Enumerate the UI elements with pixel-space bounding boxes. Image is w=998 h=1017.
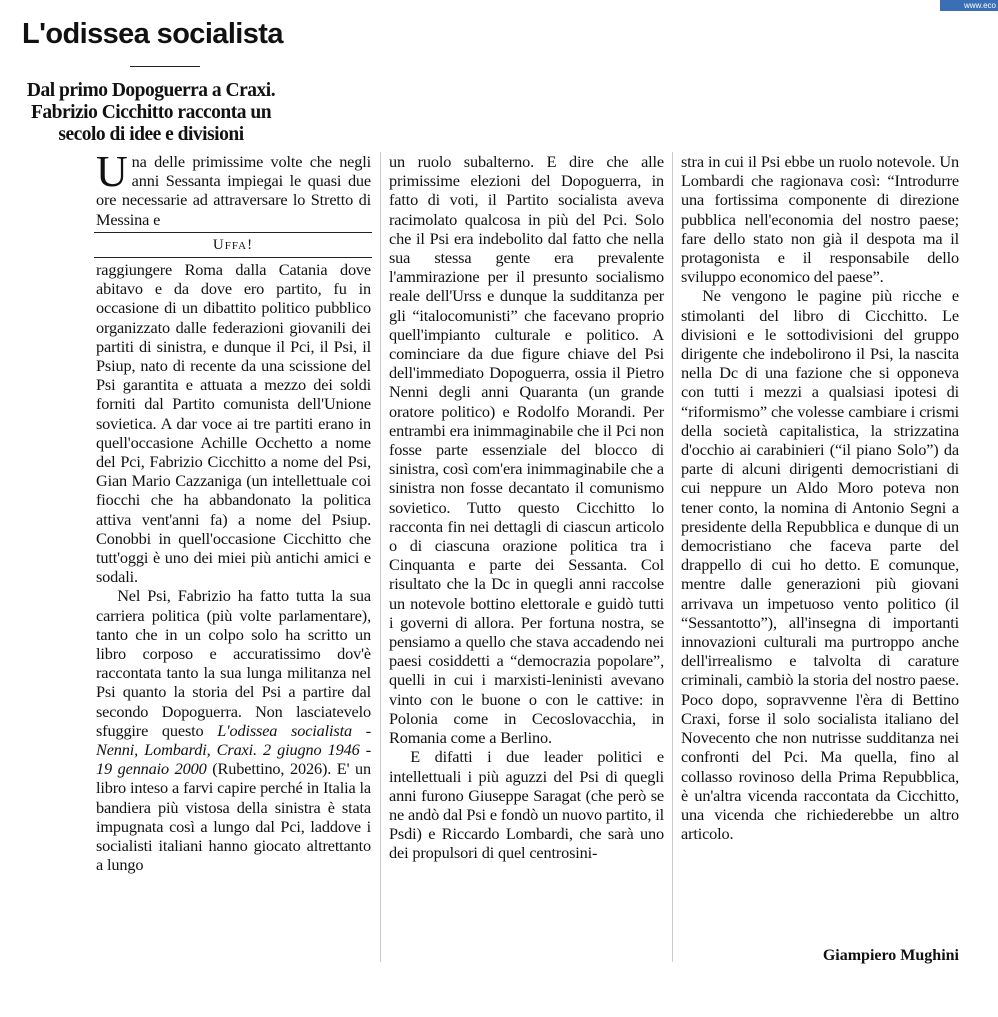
column-3 [681,152,959,843]
column-divider [380,152,381,962]
column-1-body [96,260,371,875]
column-2 [389,152,664,863]
column-1-intro [96,147,371,229]
book-title: L'odissea socialista - Nenni, Lombardi, Craxi. 2 giugno 1946 - 19 gennaio 2000 [96,720,371,779]
column-divider [672,152,673,962]
rubric-label: Uffa! [212,237,254,253]
paragraph: Nel Psi, Fabrizio ha fatto tutta la sua carriera politica (più volte parlamentare), tanto che in un colpo solo ha scritto un libro corposo e accuratissimo dov'è raccontata tanto la sua lunga militanza nel Psi quanto la storia del Psi a partire dal secondo Dopoguerra. Non lasciatevelo sfuggire questo L'odissea socialista - Nenni, Lombardi, Craxi. 2 giugno 1946 - 19 gennaio 2000 (Rubettino, 2026). E' un libro inteso a farvi capire perché in Italia la bandiera più vistosa della sinistra è stata impugnata così a lungo dal Pci, laddove i socialisti italiani hanno giocato altrettanto a lungo [96,586,371,875]
subheadline: Dal primo Dopoguerra a Craxi. Fabrizio Cicchitto racconta un secolo di idee e divisioni [26,80,276,145]
paragraph: un ruolo subalterno. E dire che alle primissime elezioni del Dopoguerra, in fatto di voti, il Partito socialista aveva racimolato qualcosa in più del Pci. Solo che il Psi era indebolito dal fatto che nella sua stessa gente era prevalente l'ammirazione per il presunto socialismo reale dell'Urss e dunque la sudditanza per gli “italocomunisti” che facevano proprio quell'impianto culturale e politico. A cominciare da due figure chiave del Psi dell'immediato Dopoguerra, ossia il Pietro Nenni degli anni Quaranta (un grande oratore politico) e Rodolfo Morandi. Per entrambi era inimmaginabile che il Pci non fosse parte essenziale del blocco di sinistra, così com'era inimmaginabile che a sinistra non fosse decantato il comunismo sovietico. Tutto questo Cicchitto lo racconta fin nei dettagli di ciascun articolo o di ciascuna orazione politica tra i Cinquanta e parte dei Sessanta. Col risultato che la Dc in quegli anni raccolse un notevole bottino elettorale e guidò tutti i governi di allora. Per fortuna nostra, se pensiamo a quello che stava accadendo nei paesi cosiddetti a “democrazia popolare”, quelli in cui i marxisti-leninisti avevano vinto con le buone o con le cattive: in Polonia come in Cecoslovacchia, in Romania come a Berlino. [389,152,664,748]
intro-text: na delle primissime volte che negli anni Sessanta impiegai le quasi due ore necessarie ad attraversare lo Stretto di Messina e [96,152,371,229]
rubric-bar [94,232,372,258]
headline: L'odissea socialista [22,18,283,50]
headline-rule [130,66,200,67]
site-tag: www.eco [940,0,998,11]
dropcap: U [96,147,128,196]
paragraph: stra in cui il Psi ebbe un ruolo notevole. Un Lombardi che ragionava così: “Introdurre una fortissima componente di direzione pubblica nell'economia del nostro paese; fare dello stato non già il despota ma il protagonista e il responsabile dello sviluppo economico del paese”. [681,152,959,287]
paragraph: raggiungere Roma dalla Catania dove abitavo e da dove ero partito, fu in occasione di un dibattito politico pubblico organizzato dalle federazioni giovanili dei partiti di sinistra, e dunque il Pci, il Psi, il Psiup, nato di recente da una scissione del Psi garantita e attuata a mezzo dei soldi forniti dal Partito comunista dell'Unione sovietica. A dar voce ai tre partiti erano in quell'occasione Achille Occhetto a nome del Pci, Fabrizio Cicchitto a nome del Psi, Gian Mario Cazzaniga (un intellettuale coi fiocchi che ha abbandonato la politica attiva vent'anni fa) a nome del Psiup. Conobbi in quell'occasione Cicchitto che tutt'oggi è uno dei miei più antichi amici e sodali. [96,260,371,587]
paragraph: Ne vengono le pagine più ricche e stimolanti del libro di Cicchitto. Le divisioni e le sottodivisioni del gruppo dirigente che indebolirono il Psi, la nascita nella Dc di una fazione che si opponeva con tutti i mezzi a qualsiasi ipotesi di “riformismo” che volesse cambiare i crismi della società capitalistica, la strizzatina d'occhio ai carabinieri (“il piano Solo”) da parte di alcuni dirigenti democristiani di cui neppure un Aldo Moro poteva non tener conto, la nomina di Antonio Segni a presidente della Repubblica e dunque di un democristiano che faceva parte del drappello di cui ho detto. E comunque, mentre dalle generazioni più giovani arrivava un impetuoso vento politico (il “Sessantotto”), all'insegna di importanti innovazioni culturali ma purtroppo anche dell'irrealismo e talvolta di carature criminali, cambiò la storia del nostro paese. Poco dopo, sopravvenne l'èra di Bettino Craxi, forse il solo socialista italiano del Novecento che non nutrisse sudditanza nei confronti del Pci. Ma quella, fino al collasso rovinoso della Prima Repubblica, è un'altra vicenda raccontata da Cicchitto, una vicenda che richiederebbe un altro articolo. [681,286,959,844]
author-signature: Giampiero Mughini [822,947,959,964]
paragraph: E difatti i due leader politici e intellettuali i più aguzzi del Psi di quegli anni furono Giuseppe Saragat (che però se ne andò dal Psi e fondò un nuovo partito, il Psdi) e Riccardo Lombardi, che sarà uno dei propulsori di quel centrosini- [389,747,664,863]
